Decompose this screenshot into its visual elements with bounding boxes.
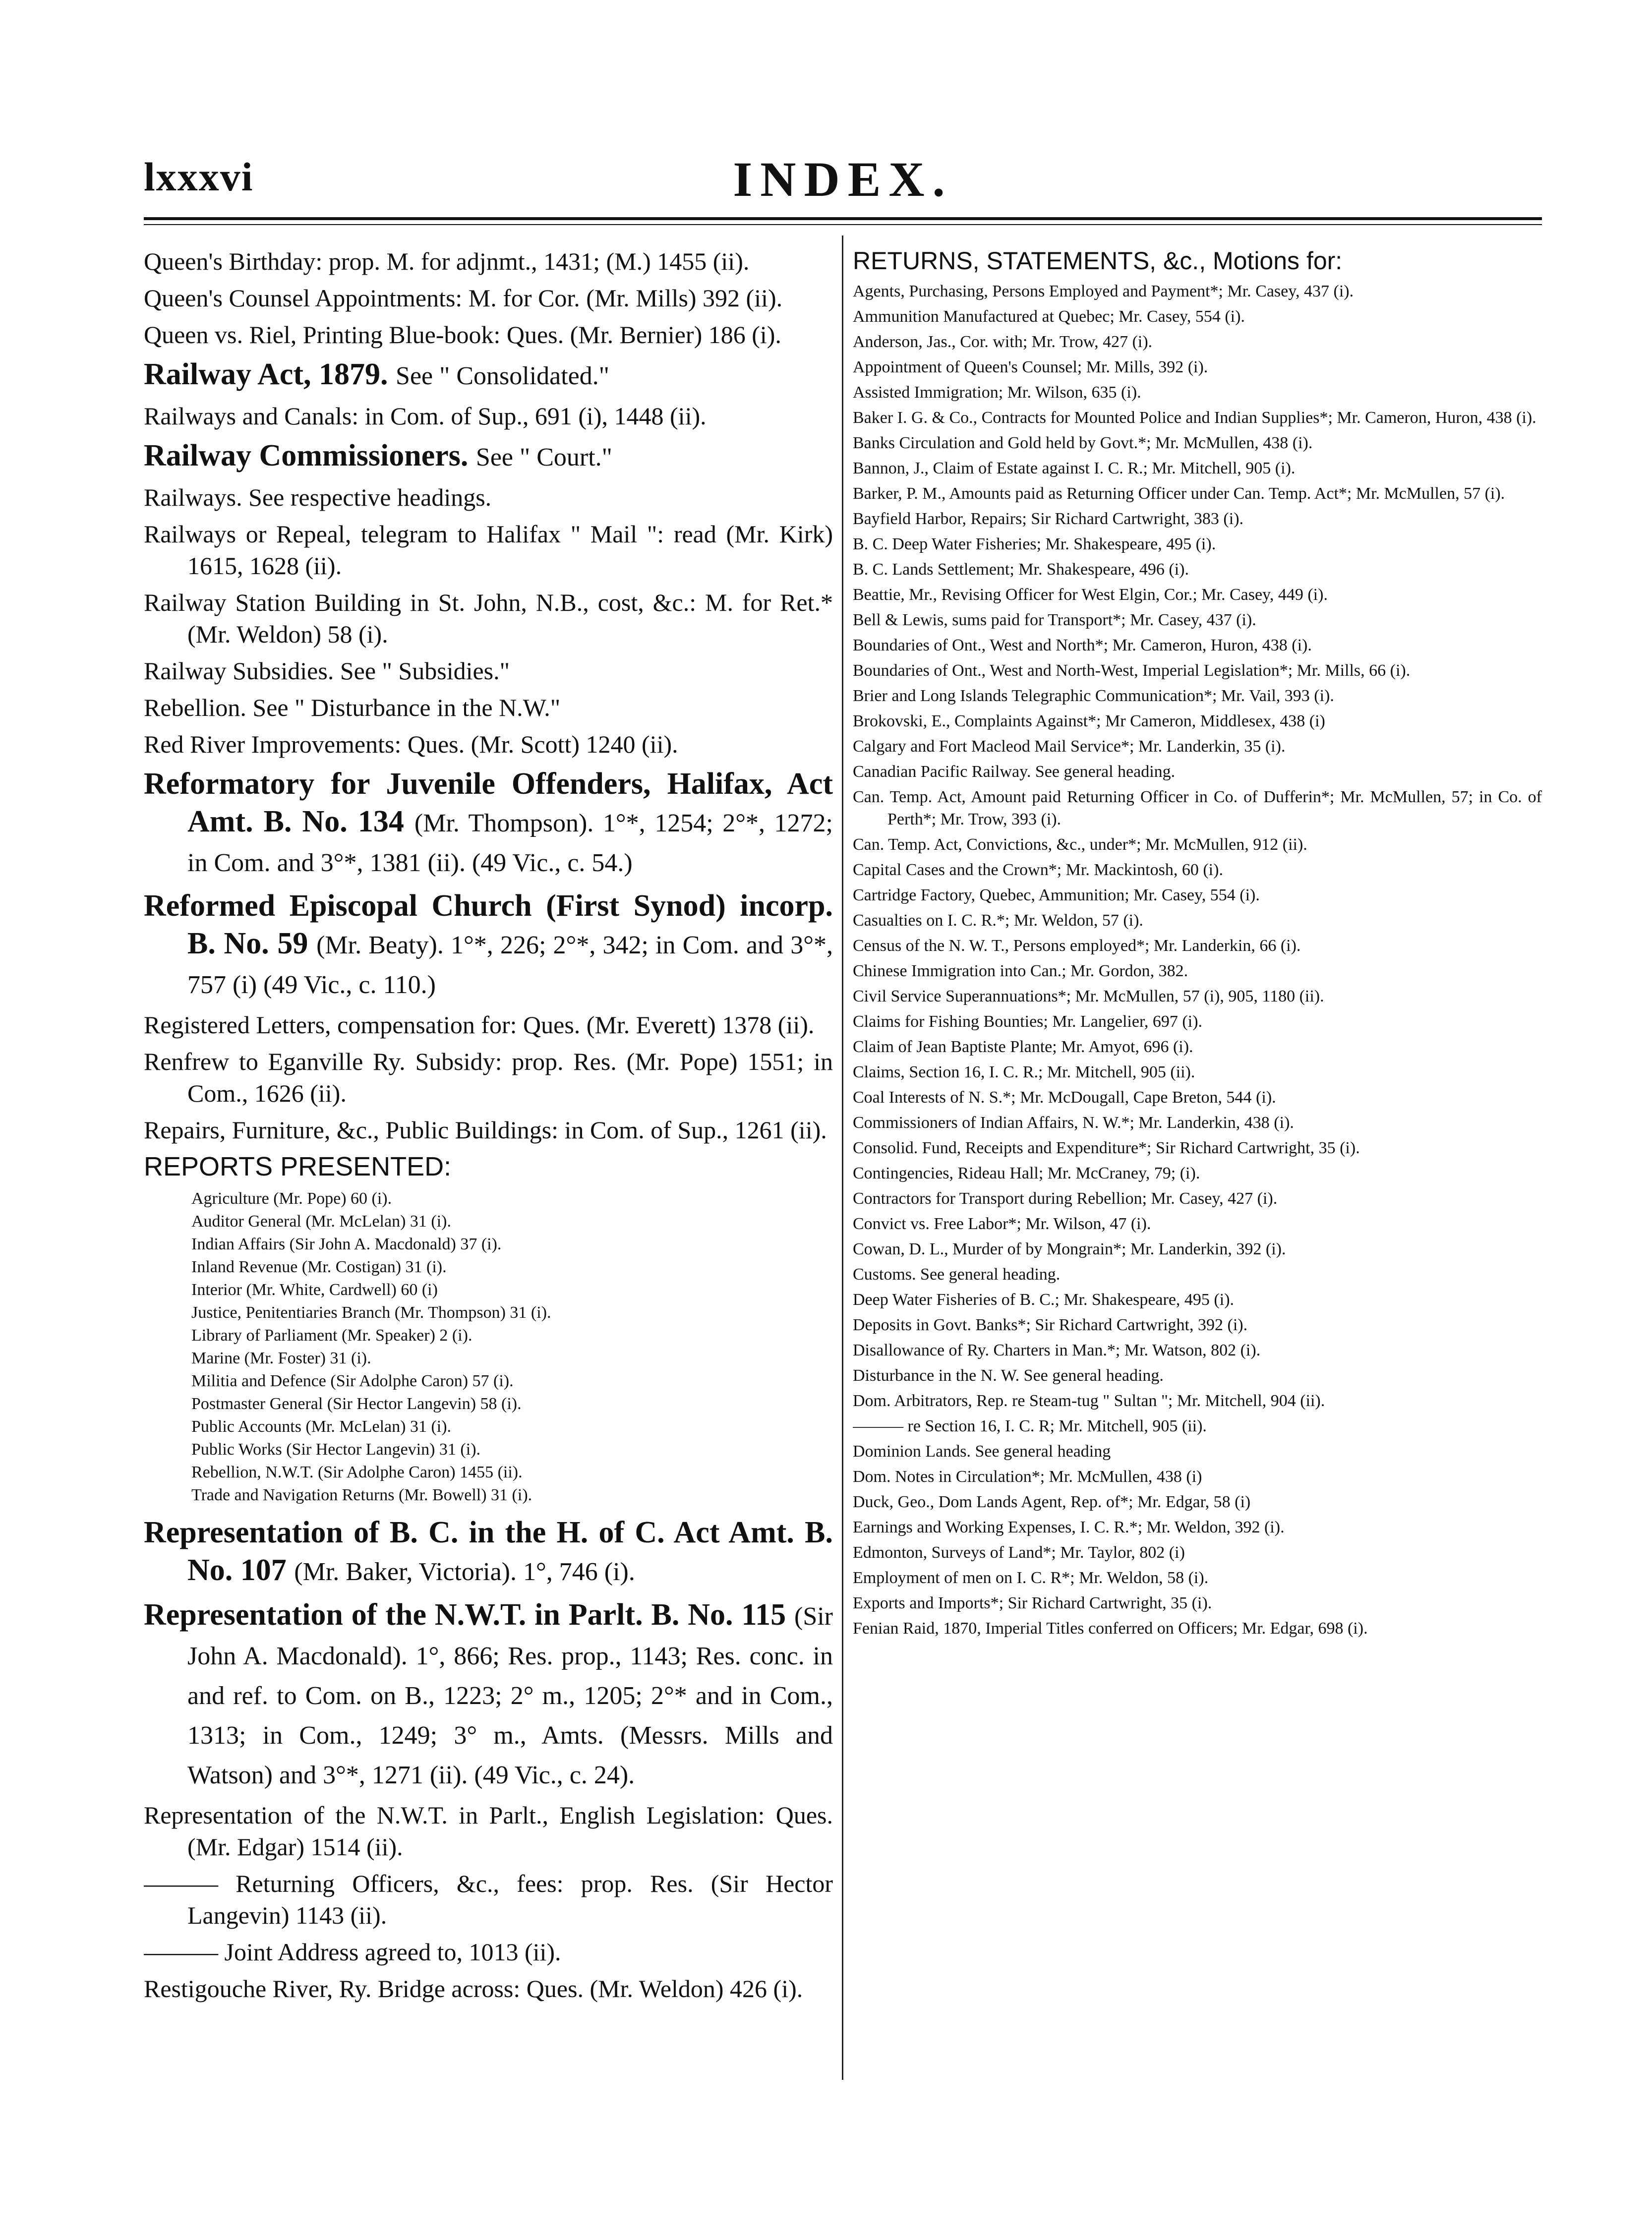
return-entry: Contingencies, Rideau Hall; Mr. McCraney, 79; (i).	[853, 1164, 1200, 1182]
return-entry: B. C. Lands Settlement; Mr. Shakespeare, 496 (i).	[853, 560, 1189, 579]
return-entry: Claim of Jean Baptiste Plante; Mr. Amyot, 696 (i).	[853, 1038, 1193, 1056]
return-entry: Can. Temp. Act, Convictions, &c., under*; Mr. McMullen, 912 (ii).	[853, 835, 1307, 854]
entry-detail: See " Court."	[475, 443, 612, 471]
column-divider	[842, 235, 843, 2080]
index-entry-major	[144, 437, 833, 476]
report-item: Library of Parliament (Mr. Speaker) 2 (i).	[191, 1326, 472, 1345]
return-entry: B. C. Deep Water Fisheries; Mr. Shakespeare, 495 (i).	[853, 535, 1216, 553]
return-entry: Brier and Long Islands Telegraphic Communication*; Mr. Vail, 393 (i).	[853, 687, 1334, 705]
entry-detail: See " Consolidated."	[396, 362, 609, 390]
return-entry: Edmonton, Surveys of Land*; Mr. Taylor, 802 (i)	[853, 1543, 1185, 1562]
return-entry: Claims for Fishing Bounties; Mr. Langelier, 697 (i).	[853, 1012, 1203, 1031]
return-entry: Anderson, Jas., Cor. with; Mr. Trow, 427 (i).	[853, 333, 1153, 351]
return-entry: Baker I. G. & Co., Contracts for Mounted Police and Indian Supplies*; Mr. Cameron, Huron, 438 (i).	[853, 409, 1536, 427]
return-entry: Dom. Notes in Circulation*; Mr. McMullen, 438 (i)	[853, 1468, 1202, 1486]
entry-head: Railway Act, 1879.	[144, 357, 396, 391]
return-entry: Exports and Imports*; Sir Richard Cartwright, 35 (i).	[853, 1594, 1212, 1612]
return-entry: Duck, Geo., Dom Lands Agent, Rep. of*; Mr. Edgar, 58 (i)	[853, 1493, 1251, 1511]
report-item: Trade and Navigation Returns (Mr. Bowell) 31 (i).	[191, 1486, 532, 1504]
index-entry: Queen's Birthday: prop. M. for adjnmt., 1431; (M.) 1455 (ii).	[144, 247, 750, 275]
spacer	[144, 1507, 833, 1514]
return-entry: Claims, Section 16, I. C. R.; Mr. Mitchell, 905 (ii).	[853, 1063, 1195, 1081]
index-entry: Repairs, Furniture, &c., Public Buildings: in Com. of Sup., 1261 (ii).	[144, 1116, 827, 1144]
report-item: Interior (Mr. White, Cardwell) 60 (i)	[191, 1281, 438, 1299]
return-entry: Casualties on I. C. R.*; Mr. Weldon, 57 (i).	[853, 911, 1143, 930]
index-entry-major	[144, 355, 833, 395]
return-entry: Appointment of Queen's Counsel; Mr. Mills, 392 (i).	[853, 358, 1208, 376]
index-entry: Queen's Counsel Appointments: M. for Cor. (Mr. Mills) 392 (ii).	[144, 284, 783, 312]
return-entry: Calgary and Fort Macleod Mail Service*; Mr. Landerkin, 35 (i).	[853, 737, 1286, 756]
index-entry: Railway Station Building in St. John, N.B., cost, &c.: M. for Ret.* (Mr. Weldon) 58 (i).	[144, 589, 833, 648]
return-entry: Bell & Lewis, sums paid for Transport*; Mr. Casey, 437 (i).	[853, 611, 1256, 629]
return-entry: Civil Service Superannuations*; Mr. McMullen, 57 (i), 905, 1180 (ii).	[853, 987, 1324, 1005]
left-column	[144, 245, 833, 2060]
return-entry: Barker, P. M., Amounts paid as Returning Officer under Can. Temp. Act*; Mr. McMullen, 57 (i).	[853, 484, 1505, 503]
return-entry: Contractors for Transport during Rebellion; Mr. Casey, 427 (i).	[853, 1189, 1278, 1208]
returns-heading: RETURNS, STATEMENTS, &c., Motions for:	[853, 247, 1343, 275]
return-entry: Fenian Raid, 1870, Imperial Titles conferred on Officers; Mr. Edgar, 698 (i).	[853, 1619, 1368, 1638]
return-entry: Dom. Arbitrators, Rep. re Steam-tug " Sultan "; Mr. Mitchell, 904 (ii).	[853, 1392, 1325, 1410]
return-entry: Disturbance in the N. W. See general heading.	[853, 1366, 1164, 1385]
report-item: Justice, Penitentiaries Branch (Mr. Thompson) 31 (i).	[191, 1303, 551, 1322]
index-entry: Registered Letters, compensation for: Ques. (Mr. Everett) 1378 (ii).	[144, 1011, 815, 1039]
entry-head: Reformatory for Juvenile Offenders, Halifax, Act Amt. B. No. 134	[144, 767, 833, 838]
report-item: Public Works (Sir Hector Langevin) 31 (i).	[191, 1440, 481, 1459]
return-entry: Census of the N. W. T., Persons employed*; Mr. Landerkin, 66 (i).	[853, 937, 1301, 955]
index-entry: Railways. See respective headings.	[144, 483, 492, 511]
return-entry: Earnings and Working Expenses, I. C. R.*; Mr. Weldon, 392 (i).	[853, 1518, 1285, 1536]
return-entry: Employment of men on I. C. R*; Mr. Weldon, 58 (i).	[853, 1569, 1209, 1587]
return-entry: Agents, Purchasing, Persons Employed and Payment*; Mr. Casey, 437 (i).	[853, 282, 1354, 300]
report-item: Public Accounts (Mr. McLelan) 31 (i).	[191, 1417, 452, 1436]
entry-head: Railway Commissioners.	[144, 439, 476, 472]
index-entry-major	[144, 887, 833, 1004]
section-heading: REPORTS PRESENTED:	[144, 1152, 452, 1181]
return-entry: Banks Circulation and Gold held by Govt.*; Mr. McMullen, 438 (i).	[853, 434, 1313, 452]
return-entry: Dominion Lands. See general heading	[853, 1442, 1111, 1461]
returns-list	[853, 280, 1542, 1640]
return-entry: Assisted Immigration; Mr. Wilson, 635 (i).	[853, 383, 1141, 402]
header-rule-thin	[144, 224, 1542, 225]
entry-detail: (Sir John A. Macdonald). 1°, 866; Res. prop., 1143; Res. conc. in and ref. to Com. on B., 1223; 2° m., 1205; 2°* and in Com., 1313; in Com., 1249; 3° m., Amts. (Messrs. Mills and Watson) and 3°*, 1271 (ii). (49 Vic., c. 24).	[187, 1602, 833, 1789]
report-item: Agriculture (Mr. Pope) 60 (i).	[191, 1189, 392, 1208]
return-entry: Coal Interests of N. S.*; Mr. McDougall, Cape Breton, 544 (i).	[853, 1088, 1276, 1107]
return-entry: Capital Cases and the Crown*; Mr. Mackintosh, 60 (i).	[853, 861, 1223, 879]
return-entry: Boundaries of Ont., West and North-West, Imperial Legislation*; Mr. Mills, 66 (i).	[853, 661, 1411, 680]
index-entry-major	[144, 765, 833, 882]
index-entry: Railway Subsidies. See " Subsidies."	[144, 657, 510, 685]
report-item: Rebellion, N.W.T. (Sir Adolphe Caron) 1455 (ii).	[191, 1463, 523, 1481]
report-item: Postmaster General (Sir Hector Langevin) 58 (i).	[191, 1395, 522, 1413]
entry-head: Representation of the N.W.T. in Parlt. B. No. 115	[144, 1598, 794, 1632]
return-entry: Consolid. Fund, Receipts and Expenditure*; Sir Richard Cartwright, 35 (i).	[853, 1139, 1360, 1157]
page-title: INDEX.	[733, 152, 953, 207]
return-entry: Ammunition Manufactured at Quebec; Mr. Casey, 554 (i).	[853, 307, 1245, 326]
entry-detail: (Mr. Thompson). 1°*, 1254; 2°*, 1272; in Com. and 3°*, 1381 (ii). (49 Vic., c. 54.)	[187, 809, 833, 877]
index-entry: Railways or Repeal, telegram to Halifax " Mail ": read (Mr. Kirk) 1615, 1628 (ii).	[144, 520, 833, 580]
return-entry: Customs. See general heading.	[853, 1265, 1061, 1284]
return-entry: Cartridge Factory, Quebec, Ammunition; Mr. Casey, 554 (i).	[853, 886, 1260, 904]
index-entry: Red River Improvements: Ques. (Mr. Scott) 1240 (ii).	[144, 730, 678, 758]
entry-head: Representation of B. C. in the H. of C. Act Amt. B. No. 107	[144, 1516, 833, 1587]
report-item: Auditor General (Mr. McLelan) 31 (i).	[191, 1212, 451, 1231]
index-entry: ——— Returning Officers, &c., fees: prop. Res. (Sir Hector Langevin) 1143 (ii).	[144, 1870, 833, 1929]
return-entry: Convict vs. Free Labor*; Mr. Wilson, 47 (i).	[853, 1215, 1151, 1233]
return-entry: Canadian Pacific Railway. See general heading.	[853, 763, 1176, 781]
right-column	[853, 245, 1542, 2060]
index-entry: ——— Joint Address agreed to, 1013 (ii).	[144, 1938, 561, 1966]
index-entry-major	[144, 1596, 833, 1794]
index-entry: Queen vs. Riel, Printing Blue-book: Ques. (Mr. Bernier) 186 (i).	[144, 321, 781, 349]
return-entry: Commissioners of Indian Affairs, N. W.*; Mr. Landerkin, 438 (i).	[853, 1114, 1294, 1132]
return-entry: Disallowance of Ry. Charters in Man.*; Mr. Watson, 802 (i).	[853, 1341, 1261, 1359]
header-rule	[144, 217, 1542, 220]
report-item: Inland Revenue (Mr. Costigan) 31 (i).	[191, 1258, 447, 1276]
return-entry: Deposits in Govt. Banks*; Sir Richard Cartwright, 392 (i).	[853, 1316, 1248, 1334]
report-item: Marine (Mr. Foster) 31 (i).	[191, 1349, 371, 1367]
index-entry: Restigouche River, Ry. Bridge across: Ques. (Mr. Weldon) 426 (i).	[144, 1975, 803, 2002]
return-entry: Deep Water Fisheries of B. C.; Mr. Shakespeare, 495 (i).	[853, 1291, 1235, 1309]
return-entry: Brokovski, E., Complaints Against*; Mr Cameron, Middlesex, 438 (i)	[853, 712, 1325, 730]
return-entry: Bannon, J., Claim of Estate against I. C. R.; Mr. Mitchell, 905 (i).	[853, 459, 1296, 477]
entry-detail: (Mr. Baker, Victoria). 1°, 746 (i).	[294, 1558, 635, 1586]
index-entry: Rebellion. See " Disturbance in the N.W."	[144, 694, 561, 721]
page-header	[144, 154, 1542, 228]
report-item: Militia and Defence (Sir Adolphe Caron) 57 (i).	[191, 1372, 514, 1390]
entry-detail: (Mr. Beaty). 1°*, 226; 2°*, 342; in Com. and 3°*, 757 (i) (49 Vic., c. 110.)	[187, 931, 833, 999]
entry-head: Reformed Episcopal Church (First Synod) incorp. B. No. 59	[144, 889, 833, 960]
report-item: Indian Affairs (Sir John A. Macdonald) 37 (i).	[191, 1235, 502, 1253]
return-entry: Chinese Immigration into Can.; Mr. Gordon, 382.	[853, 962, 1188, 980]
return-entry: Cowan, D. L., Murder of by Mongrain*; Mr. Landerkin, 392 (i).	[853, 1240, 1286, 1258]
index-entry: Renfrew to Eganville Ry. Subsidy: prop. Res. (Mr. Pope) 1551; in Com., 1626 (ii).	[144, 1048, 833, 1107]
index-entry-major	[144, 1514, 833, 1591]
return-entry: ——— re Section 16, I. C. R; Mr. Mitchell, 905 (ii).	[853, 1417, 1207, 1435]
page-number: lxxxvi	[144, 154, 254, 199]
return-entry: Boundaries of Ont., West and North*; Mr. Cameron, Huron, 438 (i).	[853, 636, 1312, 654]
return-entry: Can. Temp. Act, Amount paid Returning Officer in Co. of Dufferin*; Mr. McMullen, 57; in Co. of Perth*; Mr. Trow, 393 (i).	[853, 788, 1542, 828]
return-entry: Beattie, Mr., Revising Officer for West Elgin, Cor.; Mr. Casey, 449 (i).	[853, 586, 1328, 604]
return-entry: Bayfield Harbor, Repairs; Sir Richard Cartwright, 383 (i).	[853, 510, 1244, 528]
index-entry: Railways and Canals: in Com. of Sup., 691 (i), 1448 (ii).	[144, 402, 707, 430]
index-entry: Representation of the N.W.T. in Parlt., English Legislation: Ques. (Mr. Edgar) 1514 (ii).	[144, 1801, 833, 1861]
